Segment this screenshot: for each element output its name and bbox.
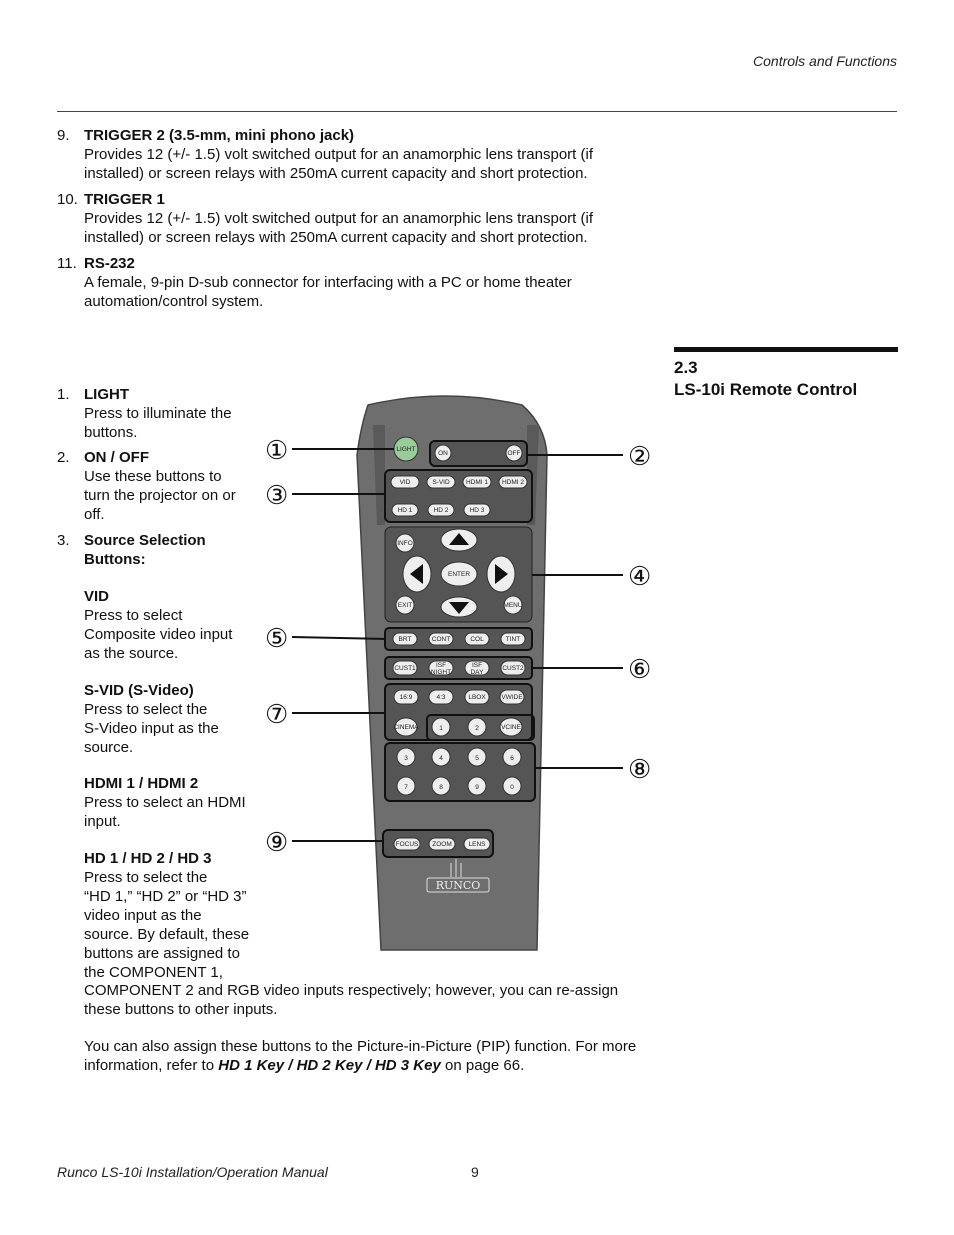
item-title: TRIGGER 2 (3.5-mm, mini phono jack) <box>84 127 355 144</box>
section-title: LS-10i Remote Control <box>674 380 858 399</box>
paragraph-line: You can also assign these buttons to the Picture-in-Picture (PIP) function. For more <box>84 1038 637 1055</box>
sub-item-line: input. <box>84 813 121 830</box>
callout-3: ③ <box>265 481 289 511</box>
digit-label: 0 <box>510 784 514 791</box>
off-label: OFF <box>507 450 521 457</box>
source-hd-3-label: HD 3 <box>469 507 485 514</box>
sub-item-title: S-VID (S-Video) <box>84 682 194 699</box>
callout-6: ⑥ <box>628 655 652 685</box>
aspect-lbox-label: LBOX <box>468 694 486 701</box>
memory-isf-night-label: ISF <box>435 662 447 669</box>
source-s-vid-label: S-VID <box>432 479 450 486</box>
cross-reference-link[interactable]: HD 1 Key / HD 2 Key / HD 3 Key <box>218 1057 441 1074</box>
item-number: 1. <box>57 386 70 403</box>
item-text-line: Provides 12 (+/- 1.5) volt switched output for an anamorphic lens transport (if <box>84 210 593 227</box>
source-hdmi-2-label: HDMI 2 <box>501 479 525 486</box>
memory-cust1-label: CUST1 <box>394 665 416 672</box>
sub-item-line: buttons are assigned to <box>84 945 240 962</box>
sub-item-line: source. By default, these <box>84 926 250 943</box>
lens-lens-label: LENS <box>468 841 486 848</box>
item-title: RS-232 <box>84 255 135 272</box>
callout-8: ⑧ <box>628 755 652 785</box>
callout-5: ⑤ <box>265 624 289 654</box>
memory-isf-night-label: NIGHT <box>430 669 452 676</box>
callout-4: ④ <box>628 562 652 592</box>
item-title: Source Selection <box>84 532 206 549</box>
memory-cust2-label: CUST2 <box>502 665 524 672</box>
digit-label: 6 <box>510 755 514 762</box>
item-number: 10. <box>57 191 78 208</box>
sub-item-vid <box>84 587 259 663</box>
paragraph-line: COMPONENT 2 and RGB video inputs respectively; however, you can re-assign <box>84 982 619 999</box>
sub-item-line: as the source. <box>84 645 179 662</box>
sub-item-line: “HD 1,” “HD 2” or “HD 3” <box>84 888 247 905</box>
item-text-line: Provides 12 (+/- 1.5) volt switched output for an anamorphic lens transport (if <box>84 146 593 163</box>
sub-item-line: the COMPONENT 1, <box>84 964 223 981</box>
callout-2: ② <box>628 442 652 472</box>
item-text-line: automation/control system. <box>84 293 264 310</box>
item-number: 9. <box>57 127 70 144</box>
sub-item-line: Composite video input <box>84 626 233 643</box>
item-title: ON / OFF <box>84 449 149 466</box>
on-label: ON <box>438 450 448 457</box>
sub-item-svid <box>84 681 259 757</box>
digit-label: 5 <box>475 755 479 762</box>
digit-label: 8 <box>439 784 443 791</box>
exit-label: EXIT <box>397 602 413 609</box>
paragraph-line: these buttons to other inputs. <box>84 1001 278 1018</box>
paragraph-line <box>84 1056 654 1075</box>
aspect-16-9-label: 16:9 <box>399 694 413 701</box>
remote-control-illustration <box>255 385 675 955</box>
sub-item-title: VID <box>84 588 110 605</box>
item-text-line: Press to illuminate the <box>84 405 232 422</box>
digit-label: 2 <box>475 725 479 732</box>
sub-item-line: Press to select <box>84 607 183 624</box>
item-title: Buttons: <box>84 551 146 568</box>
aspect-4-3-label: 4:3 <box>436 694 446 701</box>
picture-tint-label: TINT <box>505 636 521 643</box>
sub-item-line: source. <box>84 739 134 756</box>
sub-item-hd <box>84 849 259 982</box>
paragraph-text: information, refer to <box>84 1057 219 1074</box>
source-hd-1-label: HD 1 <box>397 507 413 514</box>
item-text-line: A female, 9-pin D-sub connector for interfacing with a PC or home theater <box>84 274 572 291</box>
cinema-label: CINEMA <box>393 724 419 731</box>
paragraph-text: on page 66. <box>440 1057 525 1074</box>
source-hd-2-label: HD 2 <box>433 507 449 514</box>
vcine-label: VCINE <box>501 724 521 731</box>
page-number: 9 <box>471 1164 479 1180</box>
header-rule <box>57 111 897 112</box>
sub-item-line: Press to select the <box>84 701 208 718</box>
item-title: TRIGGER 1 <box>84 191 165 208</box>
digit-label: 7 <box>404 784 408 791</box>
item-number: 3. <box>57 532 70 549</box>
callout-7: ⑦ <box>265 700 289 730</box>
sub-item-line: Press to select an HDMI <box>84 794 246 811</box>
picture-brt-label: BRT <box>398 636 412 643</box>
info-label: INFO <box>397 540 413 547</box>
memory-isf-day-label: ISF <box>471 662 483 669</box>
pip-paragraph <box>84 1037 654 1075</box>
sub-item-line: video input as the <box>84 907 202 924</box>
picture-cont-label: CONT <box>431 636 451 643</box>
item-text-line: Use these buttons to <box>84 468 222 485</box>
item-text-line: installed) or screen relays with 250mA current capacity and short protection. <box>84 229 588 246</box>
running-header: Controls and Functions <box>753 53 897 69</box>
item-number: 11. <box>57 255 77 272</box>
digit-label: 1 <box>439 725 443 732</box>
sub-item-hdmi <box>84 774 259 831</box>
lens-focus-label: FOCUS <box>395 841 419 848</box>
source-hdmi-1-label: HDMI 1 <box>465 479 489 486</box>
item-title: LIGHT <box>84 386 129 403</box>
item-text-line: buttons. <box>84 424 138 441</box>
digit-label: 4 <box>439 755 443 762</box>
sub-item-line: S-Video input as the <box>84 720 219 737</box>
menu-label: MENU <box>503 602 523 609</box>
aspect-vwide-label: VWIDE <box>501 694 523 701</box>
sub-item-title: HDMI 1 / HDMI 2 <box>84 775 199 792</box>
section-bar <box>674 347 898 352</box>
item-text-line: installed) or screen relays with 250mA current capacity and short protection. <box>84 165 588 182</box>
footer-manual-title: Runco LS-10i Installation/Operation Manual <box>57 1164 328 1180</box>
picture-col-label: COL <box>470 636 484 643</box>
svg-text:RUNCO: RUNCO <box>435 879 481 892</box>
callout-1: ① <box>265 436 289 466</box>
item-text-line: off. <box>84 506 105 523</box>
lens-zoom-label: ZOOM <box>432 841 452 848</box>
callout-9: ⑨ <box>265 828 289 858</box>
source-vid-label: VID <box>399 479 411 486</box>
section-number: 2.3 <box>674 358 698 377</box>
sub-item-title: HD 1 / HD 2 / HD 3 <box>84 850 212 867</box>
item-number: 2. <box>57 449 70 466</box>
item-text-line: turn the projector on or <box>84 487 236 504</box>
enter-label: ENTER <box>447 571 471 578</box>
memory-isf-day-label: DAY <box>470 669 484 676</box>
hd-continuation <box>84 981 654 1019</box>
sub-item-line: Press to select the <box>84 869 208 886</box>
light-label: LIGHT <box>396 446 416 453</box>
digit-label: 9 <box>475 784 479 791</box>
digit-label: 3 <box>404 755 408 762</box>
